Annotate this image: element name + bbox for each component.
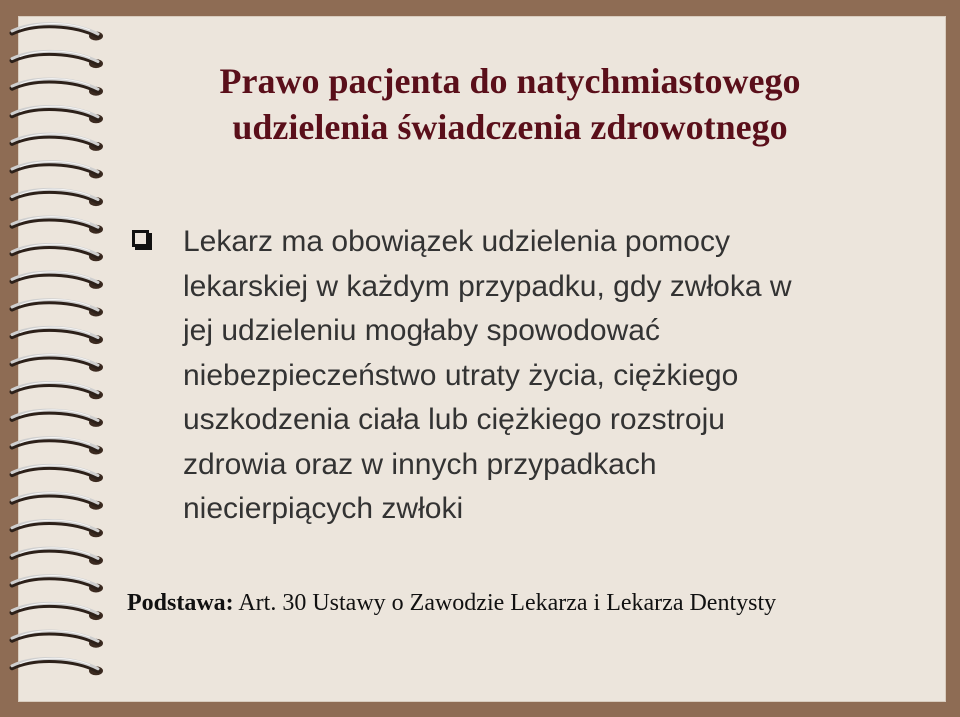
footer-source xyxy=(127,588,776,618)
bullet-line: niecierpiących zwłoki xyxy=(183,492,464,525)
spiral-ring xyxy=(12,658,103,675)
bullet-line: lekarskiej w każdym przypadku, gdy zwłoka w xyxy=(183,269,792,303)
spiral-ring xyxy=(12,493,103,510)
spiral-ring xyxy=(12,272,103,289)
spiral-ring xyxy=(12,410,103,427)
spiral-ring xyxy=(12,327,103,344)
title-line-2: udzielenia świadczenia zdrowotnego xyxy=(232,107,788,147)
slide-title xyxy=(130,58,890,150)
spiral-ring xyxy=(12,299,103,316)
title-line-1: Prawo pacjenta do natychmiastowego xyxy=(219,61,801,101)
checkbox-square-icon xyxy=(132,230,149,247)
spiral-ring xyxy=(12,161,103,178)
spiral-ring xyxy=(12,79,103,96)
spiral-ring xyxy=(12,106,103,123)
spiral-ring xyxy=(12,548,103,565)
bullet-line: uszkodzenia ciała lub ciężkiego rozstroju xyxy=(183,403,725,436)
spiral-ring xyxy=(12,603,103,620)
spiral-ring xyxy=(12,575,103,592)
bullet-line: zdrowia oraz w innych przypadkach xyxy=(183,447,657,481)
spiral-ring xyxy=(12,355,103,372)
footer-text: Art. 30 Ustawy o Zawodzie Lekarza i Lekarza Dentysty xyxy=(233,590,777,616)
spiral-ring xyxy=(12,437,103,454)
spiral-ring xyxy=(12,465,103,482)
spiral-ring xyxy=(12,631,103,648)
spiral-ring xyxy=(12,382,103,399)
spiral-ring xyxy=(12,134,103,151)
spiral-ring xyxy=(12,217,103,234)
spiral-binding-icon xyxy=(0,0,120,717)
footer-label: Podstawa: xyxy=(127,590,234,616)
spiral-ring xyxy=(12,520,103,537)
spiral-ring xyxy=(12,189,103,206)
bullet-line: jej udzieleniu mogłaby spowodować xyxy=(183,314,660,347)
spiral-ring xyxy=(12,23,103,40)
bullet-text xyxy=(183,220,913,532)
bullet-line: Lekarz ma obowiązek udzielenia pomocy xyxy=(183,225,730,258)
bullet-line: niebezpieczeństwo utraty życia, ciężkiego xyxy=(183,358,739,392)
spiral-ring xyxy=(12,51,103,68)
spiral-ring xyxy=(12,244,103,261)
